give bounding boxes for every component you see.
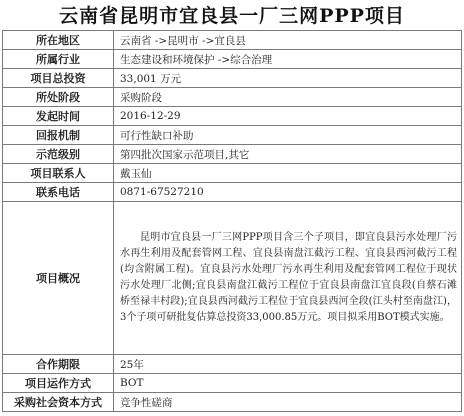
table-row (3, 107, 462, 126)
row-value: 25年 (114, 355, 462, 374)
table-row (3, 393, 462, 412)
row-label: 所在地区 (3, 31, 114, 50)
row-label: 示范级别 (3, 145, 114, 164)
project-info-table (2, 30, 462, 412)
row-value: 云南省 ->昆明市 ->宜良县 (114, 31, 462, 50)
row-value: 竞争性磋商 (114, 393, 462, 412)
row-label: 回报机制 (3, 126, 114, 145)
row-value: 2016-12-29 (114, 107, 462, 126)
row-value: BOT (114, 374, 462, 393)
row-label: 所属行业 (3, 50, 114, 69)
table-row (3, 31, 462, 50)
row-label: 项目联系人 (3, 164, 114, 183)
row-label: 项目概况 (3, 202, 114, 355)
row-value: 33,001 万元 (114, 69, 462, 88)
row-value: 第四批次国家示范项目,其它 (114, 145, 462, 164)
row-label: 项目运作方式 (3, 374, 114, 393)
table-row (3, 374, 462, 393)
row-value: 可行性缺口补助 (114, 126, 462, 145)
row-label: 联系电话 (3, 183, 114, 202)
overview-text: 昆明市宜良县一厂三网PPP项目含三个子项目，即宜良县污水处理厂污水再生利用及配套管网工程、宜良县南盘江截污工程、宜良县西河截污工程(均含附属工程)。宜良县污水处理厂污水再生利用及配套管网工程位于现状污水处理厂北侧;宜良县南盘江截污工程位于宜良县南盘江宜良段(自蔡石滩桥至禄丰村段);宜良县西河截污工程位于宜良县西河全段(江头村至南盘江)，3个子项可研批复估算总投资33,000.85万元。项目拟采用BOT模式实施。 (114, 202, 462, 355)
row-label: 项目总投资 (3, 69, 114, 88)
table-row (3, 355, 462, 374)
table-row (3, 164, 462, 183)
row-value: 戴玉仙 (114, 164, 462, 183)
table-row (3, 126, 462, 145)
row-value: 生态建设和环境保护 ->综合治理 (114, 50, 462, 69)
row-label: 采购社会资本方式 (3, 393, 114, 412)
row-label: 发起时间 (3, 107, 114, 126)
table-row (3, 88, 462, 107)
project-info-sheet (2, 2, 462, 412)
table-row-overview (3, 202, 462, 355)
table-row (3, 145, 462, 164)
row-value: 采购阶段 (114, 88, 462, 107)
row-label: 所处阶段 (3, 88, 114, 107)
table-row (3, 50, 462, 69)
table-row (3, 183, 462, 202)
row-value: 0871-67527210 (114, 183, 462, 202)
table-row (3, 69, 462, 88)
page-title: 云南省昆明市宜良县一厂三网PPP项目 (59, 5, 405, 27)
row-label: 合作期限 (3, 355, 114, 374)
